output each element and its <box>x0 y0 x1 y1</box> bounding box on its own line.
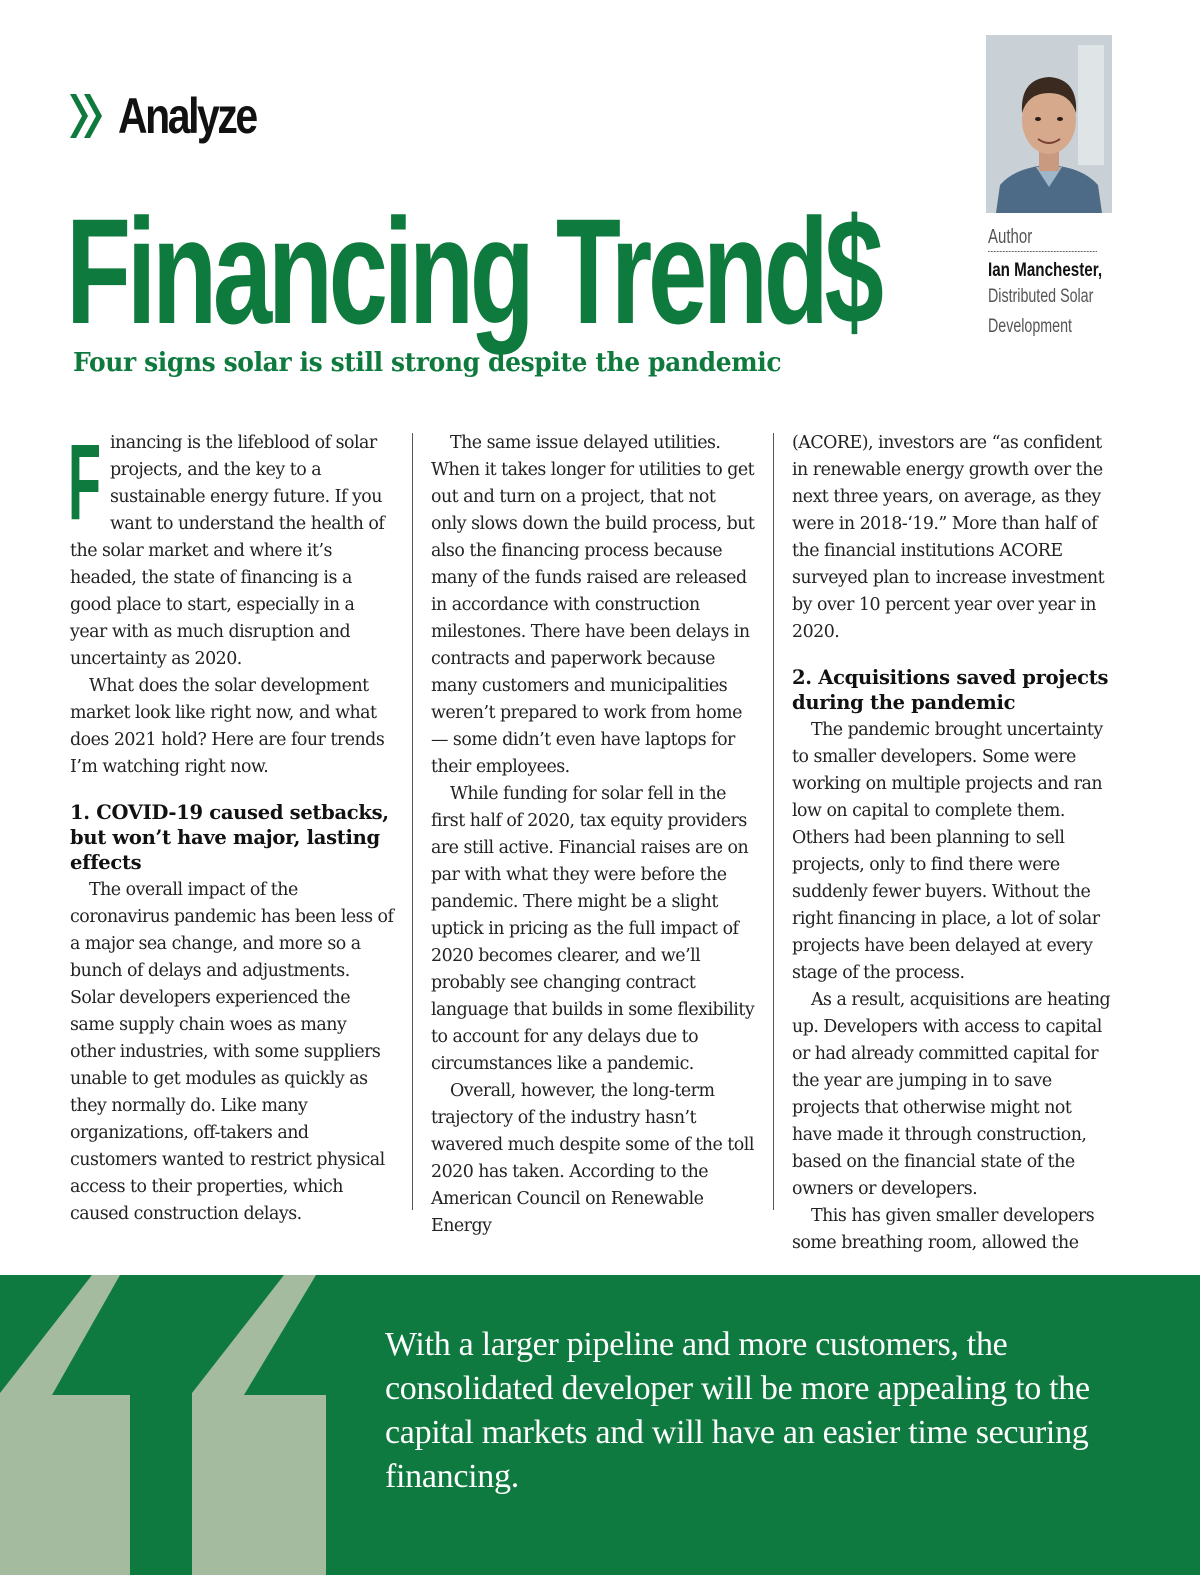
article-paragraph: (ACORE), investors are “as confident in renewable energy growth over the next three years, on average, as they were in 2018-‘19.” More than half of the financial institutions ACORE surveyed plan to increase investment by over 10 percent year over year in 2020. <box>792 433 1105 642</box>
article-paragraph: Financing is the lifeblood of solar projects, and the key to a sustainable energy future. If you want to understand the health of the solar market and where it’s headed, the state of financing is a good place to start, especially in a year with as much disruption and uncertainty as 2020. <box>68 421 385 669</box>
author-label: Author <box>988 226 1097 252</box>
article-paragraph: As a result, acquisitions are heating up. Developers with access to capital or had already committed capital for the year are jumping in to save projects that otherwise might not have made it through construction, based on the financial state of the owners or developers. <box>792 990 1111 1199</box>
article-paragraph: This has given smaller developers some breathing room, allowed the <box>792 1206 1095 1253</box>
article-paragraph: The same issue delayed utilities. When it takes longer for utilities to get out and turn on a project, that not only slows down the build process, but also the financing process because many of the funds raised are released in accordance with construction milestones. There have been delays in contracts and paperwork because many customers and municipalities weren’t prepared to work from home — some didn’t even have laptops for their employees. <box>431 433 755 777</box>
pull-quote-text: With a larger pipeline and more customers, the consolidated developer will be more appealing to the capital markets and will have an easier time securing financing. <box>385 1326 1090 1495</box>
headline-subtitle: Four signs solar is still strong despite the pandemic <box>73 348 782 378</box>
article-column-2 <box>431 430 755 1240</box>
double-chevron-icon <box>70 90 104 142</box>
author-name: Ian Manchester, <box>988 260 1103 281</box>
article-column-1 <box>68 421 394 1228</box>
author-info <box>988 226 1138 342</box>
column-divider <box>412 433 413 1210</box>
author-role: Distributed Solar Development <box>988 286 1094 337</box>
author-photo <box>986 35 1112 213</box>
drop-cap: F <box>68 421 101 542</box>
section-heading-2: 2. Acquisitions saved projects during the pandemic <box>792 666 1109 714</box>
headline-title: Financing Trend$ <box>66 187 880 355</box>
column-divider <box>773 433 774 1210</box>
section-label <box>70 84 286 148</box>
section-heading-1: 1. COVID-19 caused setbacks, but won’t have major, lasting effects <box>70 801 389 874</box>
article-paragraph: Overall, however, the long-term trajectory of the industry hasn’t wavered much despite some of the toll 2020 has taken. According to the American Council on Renewable Energy <box>431 1081 754 1236</box>
article-paragraph: What does the solar development market look like right now, and what does 2021 hold? Here are four trends I’m watching right now. <box>70 676 385 777</box>
article-paragraph: The overall impact of the coronavirus pandemic has been less of a major sea change, and more so a bunch of delays and adjustments. Solar developers experienced the same supply chain woes as many other industries, with some suppliers unable to get modules as quickly as they normally do. Like many organizations, off-takers and customers wanted to restrict physical access to their properties, which caused construction delays. <box>70 880 394 1224</box>
section-title: Analyze <box>118 88 256 144</box>
article-column-3 <box>792 430 1116 1257</box>
quote-marks-icon <box>0 1275 340 1575</box>
article-paragraph: The pandemic brought uncertainty to smaller developers. Some were working on multiple projects and ran low on capital to complete them. Others had been planning to sell projects, only to find there were suddenly fewer buyers. Without the right financing in place, a lot of solar projects have been delayed at every stage of the process. <box>792 720 1103 983</box>
pull-quote-band <box>0 1275 1200 1575</box>
article-paragraph: While funding for solar fell in the first half of 2020, tax equity providers are still active. Financial raises are on par with what they were before the pandemic. There might be a slight uptick in pricing as the full impact of 2020 becomes clearer, and we’ll probably see changing contract language that builds in some flexibility to account for any delays due to circumstances like a pandemic. <box>431 784 755 1074</box>
